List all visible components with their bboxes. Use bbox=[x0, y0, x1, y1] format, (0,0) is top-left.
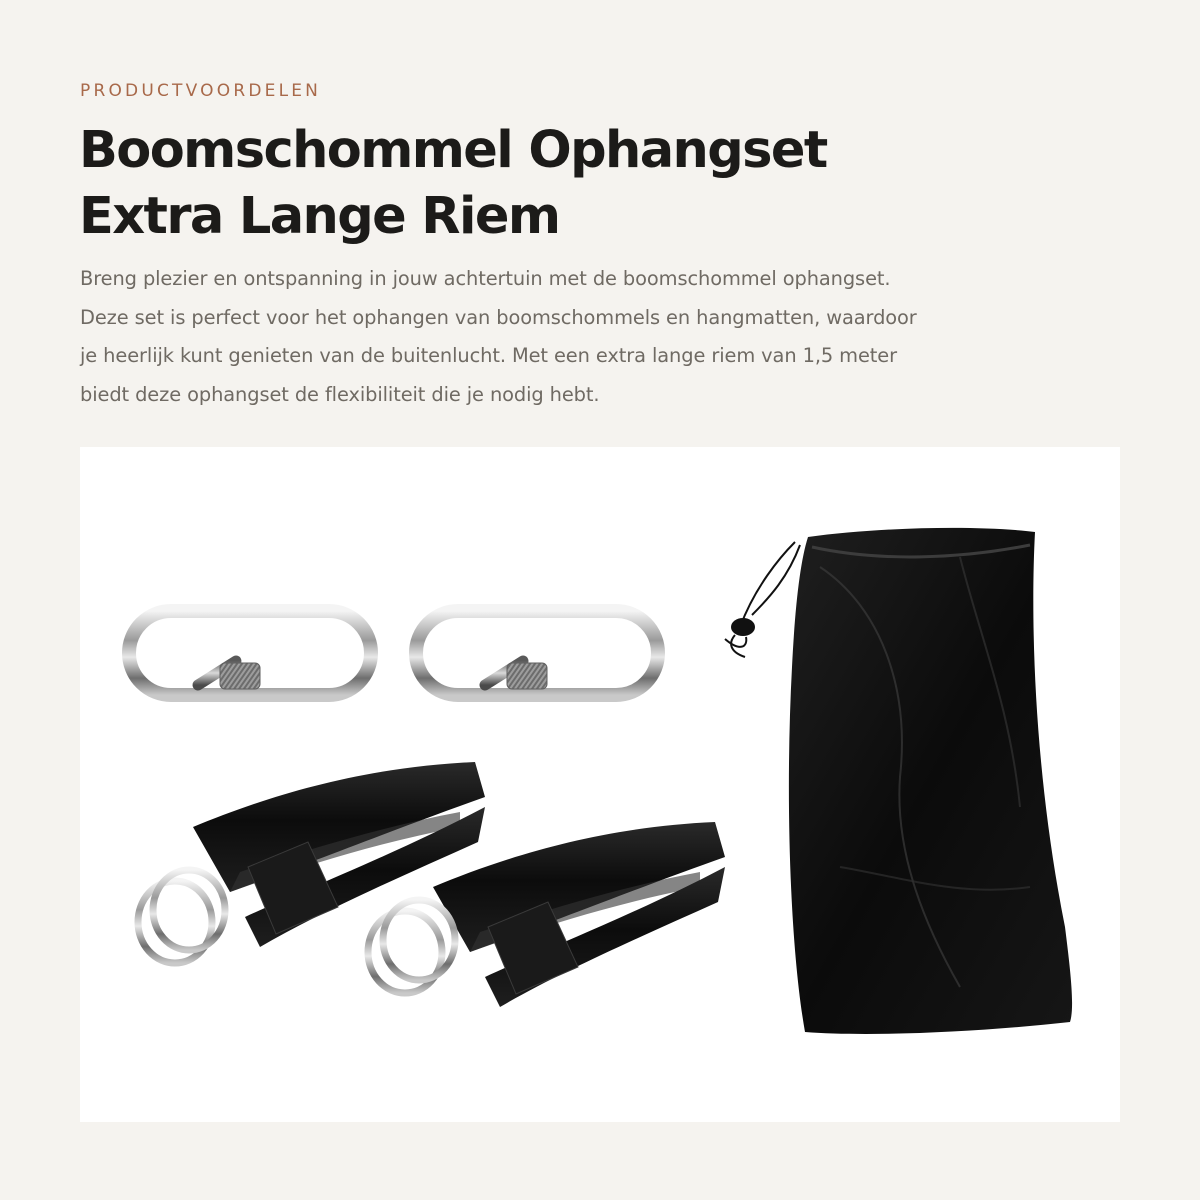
description-line-4: biedt deze ophangset de flexibiliteit die je nodig hebt. bbox=[80, 382, 600, 406]
description-line-2: Deze set is perfect voor het ophangen van boomschommels en hangmatten, waardoor bbox=[80, 305, 917, 329]
tree-strap-left bbox=[138, 762, 485, 963]
product-photo-illustration bbox=[80, 447, 1120, 1122]
description-line-3: je heerlijk kunt genieten van de buitenlucht. Met een extra lange riem van 1,5 meter bbox=[80, 344, 898, 367]
product-photo bbox=[80, 447, 1120, 1122]
drawstring-bag bbox=[725, 528, 1072, 1034]
product-title bbox=[79, 118, 1079, 250]
carabiner-right bbox=[416, 611, 658, 695]
section-eyebrow: PRODUCTVOORDELEN bbox=[80, 81, 322, 101]
carabiner-left bbox=[129, 611, 371, 695]
product-description bbox=[80, 260, 1080, 414]
product-title-line-1: Boomschommel Ophangset bbox=[79, 121, 827, 180]
product-title-line-2: Extra Lange Riem bbox=[79, 187, 560, 246]
description-line-1: Breng plezier en ontspanning in jouw achtertuin met de boomschommel ophangset. bbox=[80, 267, 891, 290]
